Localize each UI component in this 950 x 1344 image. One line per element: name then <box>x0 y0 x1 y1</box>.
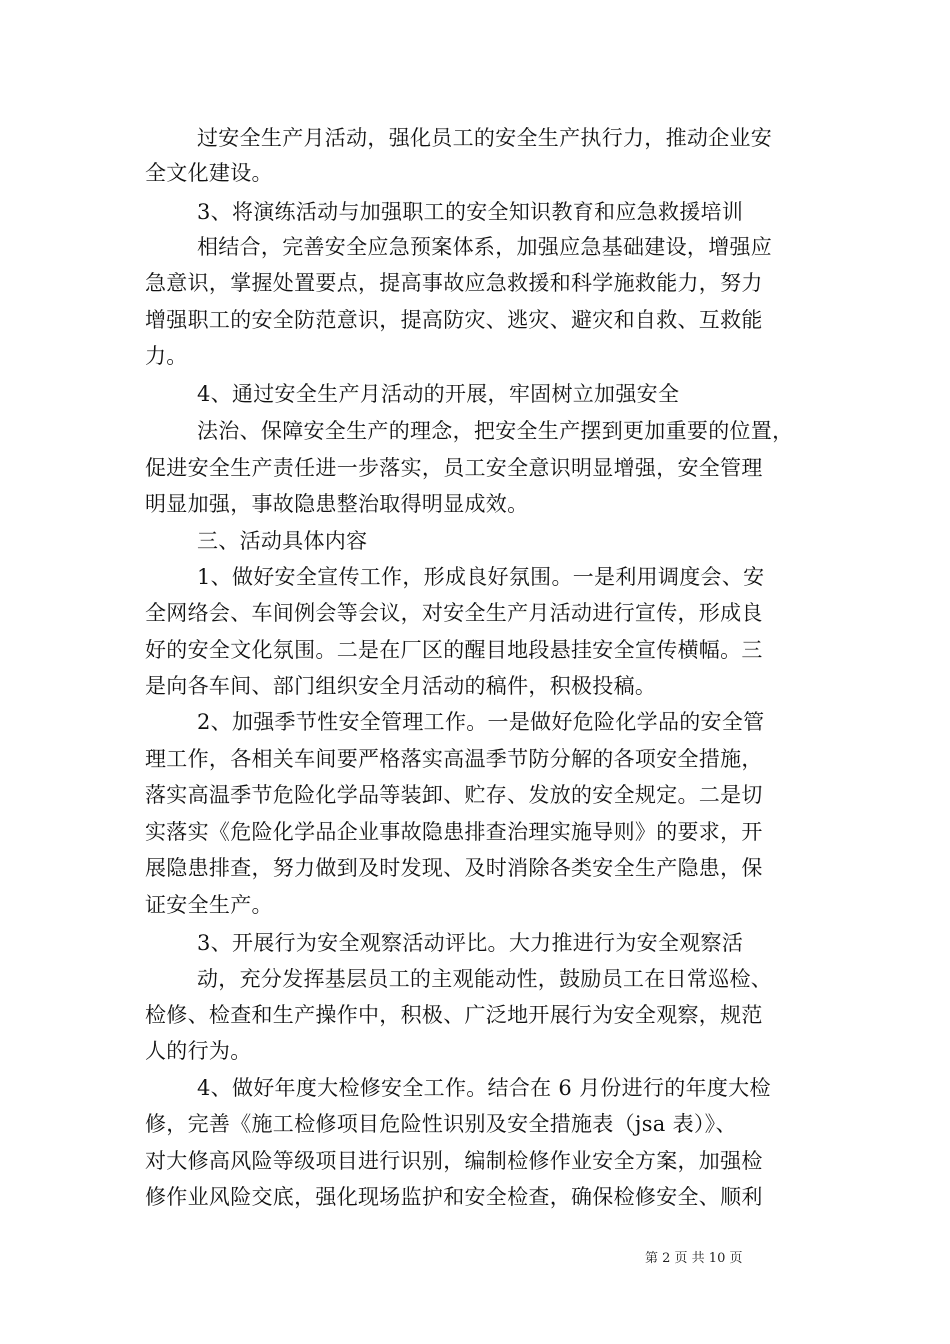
text-line: 增强职工的安全防范意识，提高防灾、逃灾、避灾和自救、互救能 <box>145 308 763 332</box>
section-heading: 三、活动具体内容 <box>197 529 368 553</box>
text-line: 全网络会、车间例会等会议，对安全生产月活动进行宣传，形成良 <box>145 601 763 625</box>
text-line: 好的安全文化氛围。二是在厂区的醒目地段悬挂安全宣传横幅。三 <box>145 638 763 662</box>
text-line: 过安全生产月活动，强化员工的安全生产执行力，推动企业安 <box>197 126 773 150</box>
text-line: 4、通过安全生产月活动的开展，牢固树立加强安全 <box>197 382 680 406</box>
text-line: 落实高温季节危险化学品等装卸、贮存、发放的安全规定。二是切 <box>145 783 763 807</box>
text-line: 2、加强季节性安全管理工作。一是做好危险化学品的安全管 <box>197 710 765 734</box>
text-line: 证安全生产。 <box>145 893 273 917</box>
text-line: 1、做好安全宣传工作，形成良好氛围。一是利用调度会、安 <box>197 565 765 589</box>
text-line: 人的行为。 <box>145 1039 252 1063</box>
text-line: 力。 <box>145 344 188 368</box>
text-line: 实落实《危险化学品企业事故隐患排查治理实施导则》的要求，开 <box>145 820 763 844</box>
text-line: 对大修高风险等级项目进行识别，编制检修作业安全方案，加强检 <box>145 1149 763 1173</box>
text-line: 3、将演练活动与加强职工的安全知识教育和应急救援培训 <box>197 200 744 224</box>
text-line: 4、做好年度大检修安全工作。结合在 6 月份进行的年度大检 <box>197 1076 771 1100</box>
text-line: 检修、检查和生产操作中，积极、广泛地开展行为安全观察，规范 <box>145 1003 763 1027</box>
text-line: 动，充分发挥基层员工的主观能动性，鼓励员工在日常巡检、 <box>197 967 773 991</box>
text-line: 明显加强，事故隐患整治取得明显成效。 <box>145 492 529 516</box>
text-line: 急意识，掌握处置要点，提高事故应急救援和科学施救能力，努力 <box>145 271 763 295</box>
text-line: 修，完善《施工检修项目危险性识别及安全措施表（jsa 表）》、 <box>145 1112 737 1136</box>
text-line: 全文化建设。 <box>145 161 273 185</box>
text-line: 理工作，各相关车间要严格落实高温季节防分解的各项安全措施， <box>145 747 763 771</box>
text-line: 是向各车间、部门组织安全月活动的稿件，积极投稿。 <box>145 674 657 698</box>
text-line: 展隐患排查，努力做到及时发现、及时消除各类安全生产隐患，保 <box>145 856 763 880</box>
text-line: 法治、保障安全生产的理念，把安全生产摆到更加重要的位置， <box>197 419 794 443</box>
text-line: 相结合，完善安全应急预案体系，加强应急基础建设，增强应 <box>197 235 773 259</box>
text-line: 3、开展行为安全观察活动评比。大力推进行为安全观察活 <box>197 931 744 955</box>
page-number: 第 2 页 共 10 页 <box>645 1251 743 1266</box>
text-line: 修作业风险交底，强化现场监护和安全检查，确保检修安全、顺利 <box>145 1185 763 1209</box>
text-line: 促进安全生产责任进一步落实，员工安全意识明显增强，安全管理 <box>145 456 763 480</box>
